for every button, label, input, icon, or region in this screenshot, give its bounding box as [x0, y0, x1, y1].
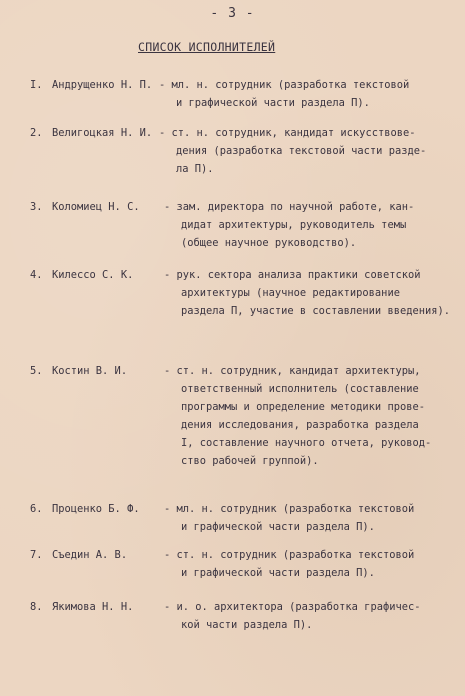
person-name: Якимова Н. Н.	[52, 601, 134, 613]
person-name: Костин В. И.	[52, 365, 128, 377]
person-role	[164, 598, 420, 634]
item-number: 6.	[30, 503, 43, 515]
person-name: Килессо С. К.	[52, 269, 134, 281]
role-line: и графической части раздела П).	[181, 567, 375, 579]
person-role	[164, 500, 414, 536]
item-number: 8.	[30, 601, 43, 613]
person-name: Коломиец Н. С.	[52, 201, 140, 213]
role-line: - и. о. архитектора (разработка графичес-	[164, 601, 421, 613]
person-name: Велигоцкая Н. И.	[52, 127, 153, 139]
role-line: ответственный исполнитель (составление	[181, 383, 419, 395]
role-line: архитектуры (научное редактирование	[181, 287, 400, 299]
role-line: ство рабочей группой).	[181, 455, 319, 467]
person-name: Андрущенко Н. П.	[52, 79, 153, 91]
person-role	[164, 198, 414, 252]
person-role	[164, 546, 414, 582]
person-role	[164, 266, 450, 320]
role-line: - ст. н. сотрудник, кандидат архитектуры,	[164, 365, 421, 377]
role-line: программы и определение методики прове-	[181, 401, 425, 413]
role-line: - мл. н. сотрудник (разработка текстовой	[159, 79, 410, 91]
role-line: - зам. директора по научной работе, кан-	[164, 201, 415, 213]
item-number: 4.	[30, 269, 43, 281]
role-line: дения исследования, разработка раздела	[181, 419, 419, 431]
item-number: 7.	[30, 549, 43, 561]
person-role	[159, 124, 426, 178]
item-number: I.	[30, 79, 43, 91]
item-number: 2.	[30, 127, 43, 139]
role-line: I, составление научного отчета, руковод-	[181, 437, 432, 449]
role-line: дидат архитектуры, руководитель темы	[181, 219, 407, 231]
role-line: - ст. н. сотрудник (разработка текстовой	[164, 549, 415, 561]
person-role	[164, 362, 431, 470]
page-number: - 3 -	[210, 6, 255, 21]
role-line: ла П).	[176, 163, 214, 175]
role-line: и графической части раздела П).	[181, 521, 375, 533]
role-line: дения (разработка текстовой части разде-	[176, 145, 427, 157]
page-title: СПИСОК ИСПОЛНИТЕЛЕЙ	[138, 40, 276, 54]
role-line: - мл. н. сотрудник (разработка текстовой	[164, 503, 415, 515]
item-number: 3.	[30, 201, 43, 213]
role-line: (общее научное руководство).	[181, 237, 357, 249]
role-line: раздела П, участие в составлении введения).	[181, 305, 450, 317]
person-role	[159, 76, 409, 112]
person-name: Съедин А. В.	[52, 549, 128, 561]
role-line: - ст. н. сотрудник, кандидат искусствове-	[159, 127, 416, 139]
person-name: Проценко Б. Ф.	[52, 503, 140, 515]
role-line: кой части раздела П).	[181, 619, 313, 631]
item-number: 5.	[30, 365, 43, 377]
role-line: и графической части раздела П).	[176, 97, 370, 109]
role-line: - рук. сектора анализа практики советской	[164, 269, 421, 281]
